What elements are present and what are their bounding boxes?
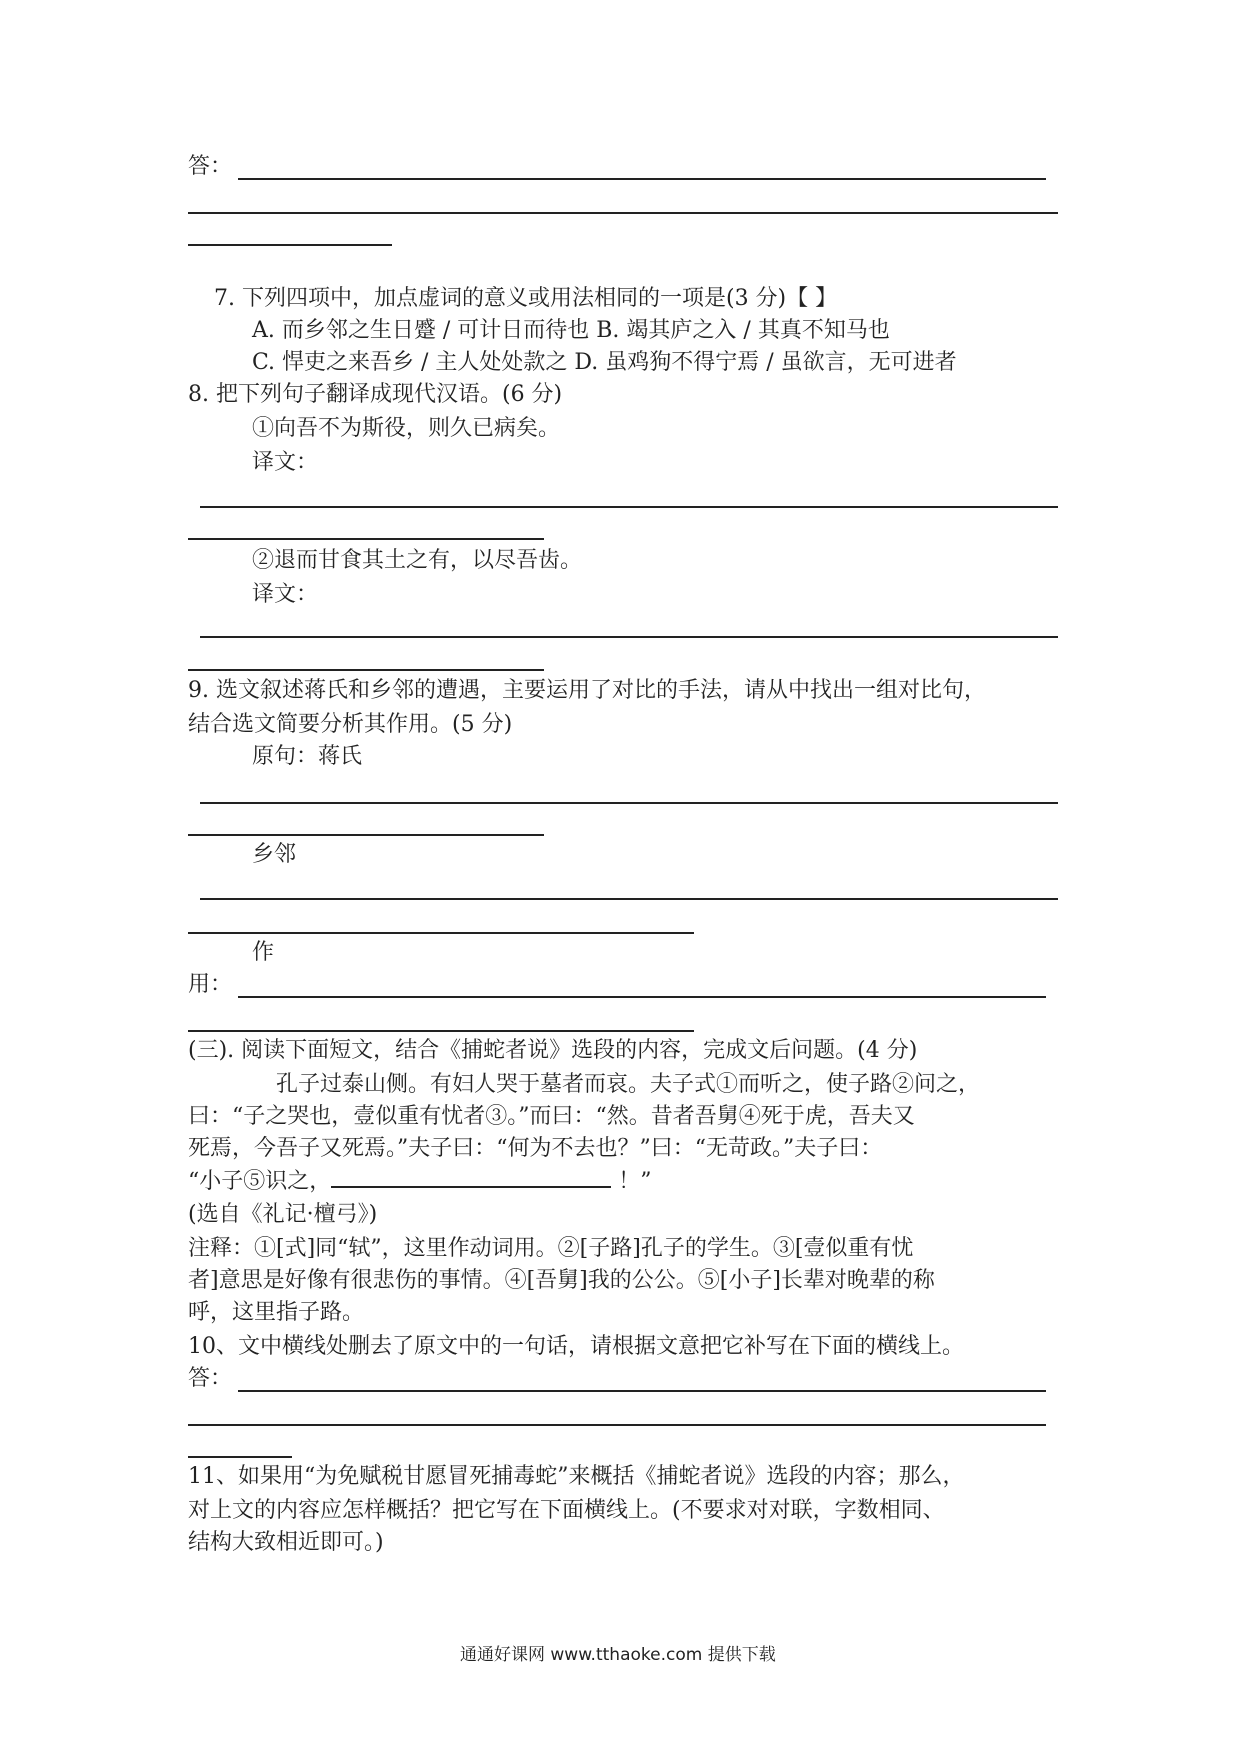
question-11-line-2: 对上文的内容应怎样概括？把它写在下面横线上。(不要求对对联，字数相同、 <box>188 1498 945 1523</box>
answer-line[interactable] <box>188 932 694 934</box>
question-9-line-2: 结合选文简要分析其作用。(5 分) <box>188 712 513 737</box>
question-8-stem: 8. 把下列句子翻译成现代汉语。(6 分) <box>188 382 563 407</box>
answer-line[interactable] <box>188 1030 694 1032</box>
answer-line[interactable] <box>200 506 1058 508</box>
answer-label: 答： <box>188 1366 233 1391</box>
passage-line: 曰：“子之哭也，壹似重有忧者③。”而曰：“然。昔者吾舅④死于虎，吾夫又 <box>188 1104 915 1129</box>
answer-line[interactable] <box>238 1390 1046 1392</box>
question-11-line-3: 结构大致相近即可。) <box>188 1530 384 1555</box>
question-9-line-1: 9. 选文叙述蒋氏和乡邻的遭遇，主要运用了对比的手法，请从中找出一组对比句， <box>188 678 986 703</box>
answer-label: 答： <box>188 154 233 179</box>
effect-label-part-2: 用： <box>188 972 233 997</box>
note-line: 呼，这里指子路。 <box>188 1300 365 1325</box>
answer-line[interactable] <box>188 1456 292 1458</box>
answer-line[interactable] <box>188 834 544 836</box>
translation-label: 译文： <box>252 450 319 475</box>
answer-line[interactable] <box>238 996 1046 998</box>
fill-in-blank[interactable] <box>331 1166 611 1188</box>
passage-text: ！” <box>618 1169 652 1194</box>
section-3-heading: (三). 阅读下面短文，结合《捕蛇者说》选段的内容，完成文后问题。(4 分) <box>188 1038 918 1063</box>
passage-line: 死焉，今吾子又死焉。”夫子曰：“何为不去也？”曰：“无苛政。”夫子曰： <box>188 1136 883 1161</box>
passage-line-with-blank <box>188 1166 652 1197</box>
answer-line[interactable] <box>188 669 544 671</box>
question-10-stem: 10、文中横线处删去了原文中的一句话，请根据文意把它补写在下面的横线上。 <box>188 1334 964 1359</box>
answer-line[interactable] <box>188 538 544 540</box>
answer-line[interactable] <box>188 1424 1046 1426</box>
question-11-line-1: 11、如果用“为免赋税甘愿冒死捕毒蛇”来概括《捕蛇者说》选段的内容；那么， <box>188 1464 965 1489</box>
answer-line[interactable] <box>200 898 1058 900</box>
question-7-options-ab: A. 而乡邻之生日蹙 / 可计日而待也 B. 竭其庐之入 / 其真不知马也 <box>252 318 890 343</box>
passage-line: 孔子过泰山侧。有妇人哭于墓者而哀。夫子式①而听之，使子路②问之， <box>276 1072 981 1097</box>
sentence-1: ①向吾不为斯役，则久已病矣。 <box>252 416 561 441</box>
effect-label-part-1: 作 <box>252 940 275 965</box>
passage-text: “小子⑤识之， <box>188 1169 332 1194</box>
question-7-options-cd: C. 悍吏之来吾乡 / 主人处处款之 D. 虽鸡狗不得宁焉 / 虽欲言，无可进者 <box>252 350 957 375</box>
answer-line[interactable] <box>200 636 1058 638</box>
neighbors-label: 乡邻 <box>252 842 297 867</box>
answer-line[interactable] <box>200 802 1058 804</box>
footer-credit: 通通好课网 www.tthaoke.com 提供下载 <box>460 1645 776 1665</box>
sentence-2: ②退而甘食其土之有，以尽吾齿。 <box>252 548 583 573</box>
note-line: 者]意思是好像有很悲伤的事情。④[吾舅]我的公公。⑤[小子]长辈对晚辈的称 <box>188 1268 935 1293</box>
original-sentence-label: 原句：蒋氏 <box>252 744 363 769</box>
note-line: 注释：①[式]同“轼”，这里作动词用。②[子路]孔子的学生。③[壹似重有忧 <box>188 1236 914 1261</box>
answer-line[interactable] <box>188 244 392 246</box>
answer-line[interactable] <box>238 178 1046 180</box>
answer-line[interactable] <box>188 212 1058 214</box>
translation-label: 译文： <box>252 582 319 607</box>
question-7-stem: 7. 下列四项中，加点虚词的意义或用法相同的一项是(3 分)【 】 <box>214 286 838 311</box>
source-citation: (选自《礼记·檀弓》) <box>188 1202 378 1227</box>
